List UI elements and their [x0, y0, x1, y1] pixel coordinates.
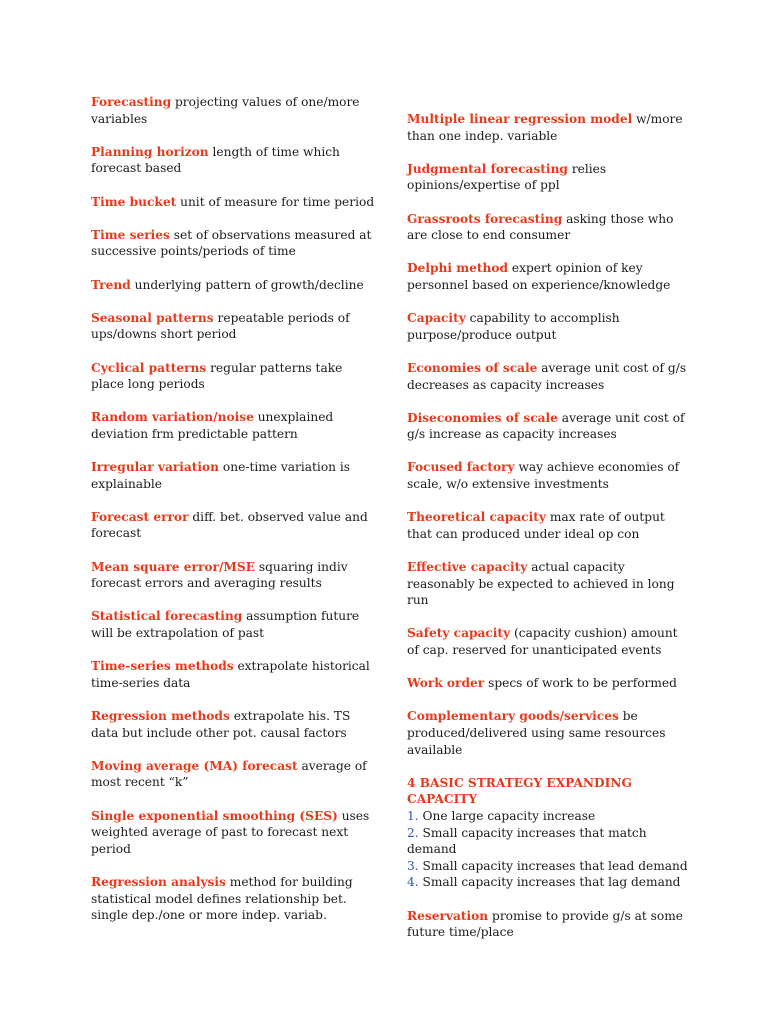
- glossary-term: Mean square error/MSE: [91, 559, 255, 574]
- glossary-definition: average of most recent “k”: [91, 758, 367, 790]
- glossary-entry: [407, 161, 692, 194]
- glossary-definition: way achieve economies of scale, w/o extensive investments: [407, 460, 680, 492]
- glossary-term: Delphi method: [407, 261, 508, 276]
- glossary-entry: [91, 658, 376, 691]
- glossary-entry: [407, 111, 692, 144]
- glossary-entry: [407, 625, 692, 658]
- glossary-definition: diff. bet. observed value and forecast: [91, 509, 368, 541]
- glossary-term: Moving average (MA) forecast: [91, 758, 298, 773]
- strategy-item: [407, 874, 692, 891]
- left-column: [91, 94, 376, 940]
- glossary-entry: [91, 194, 376, 211]
- glossary-term: Diseconomies of scale: [407, 410, 558, 425]
- glossary-term: Time bucket: [91, 194, 177, 209]
- strategy-item-text: One large capacity increase: [422, 808, 596, 823]
- glossary-entry: [91, 808, 376, 858]
- glossary-definition: (capacity cushion) amount of cap. reserved for unanticipated events: [407, 626, 678, 657]
- strategy-item-number: 1.: [407, 808, 419, 823]
- glossary-entry: [91, 144, 376, 177]
- glossary-term: Work order: [407, 676, 485, 691]
- glossary-definition: extrapolate historical time-series data: [91, 659, 370, 690]
- glossary-definition: average unit cost of g/s decreases as capacity increases: [407, 360, 687, 392]
- glossary-definition: length of time which forecast based: [91, 144, 340, 176]
- glossary-definition: set of observations measured at successive points/periods of time: [91, 227, 372, 259]
- glossary-term: Seasonal patterns: [91, 310, 214, 325]
- strategy-item: [407, 825, 692, 858]
- glossary-term: Complementary goods/services: [407, 709, 619, 724]
- glossary-entry: [407, 908, 692, 941]
- glossary-entry: [91, 360, 376, 393]
- glossary-definition: method for building statistical model defines relationship bet. single dep./one or more indep. variab.: [91, 874, 353, 923]
- glossary-entry: [91, 708, 376, 741]
- glossary-term: Irregular variation: [91, 460, 220, 475]
- glossary-definition: unexplained deviation frm predictable pattern: [91, 410, 334, 441]
- glossary-definition: regular patterns take place long periods: [91, 360, 343, 392]
- glossary-definition: specs of work to be performed: [488, 676, 677, 691]
- glossary-term: Regression methods: [91, 708, 230, 723]
- glossary-term: Theoretical capacity: [407, 510, 546, 525]
- glossary-term: Random variation/noise: [91, 410, 254, 425]
- glossary-entry: [407, 310, 692, 343]
- strategy-section: [407, 775, 692, 891]
- glossary-term: Effective capacity: [407, 560, 528, 575]
- glossary-definition: unit of measure for time period: [180, 194, 375, 209]
- glossary-term: Focused factory: [407, 460, 515, 475]
- glossary-entry: [407, 211, 692, 244]
- glossary-term: Capacity: [407, 311, 466, 326]
- glossary-definition: average unit cost of g/s increase as capacity increases: [407, 410, 685, 442]
- glossary-definition: actual capacity reasonably be expected to achieved in long run: [407, 560, 675, 608]
- glossary-term: Forecast error: [91, 509, 189, 524]
- glossary-definition: w/more than one indep. variable: [407, 112, 683, 143]
- glossary-entry: [91, 874, 376, 924]
- glossary-definition: projecting values of one/more variables: [91, 95, 360, 126]
- glossary-term: Statistical forecasting: [91, 609, 243, 624]
- glossary-term: Trend: [91, 277, 131, 292]
- strategy-item-text: Small capacity increases that lead demand: [422, 858, 688, 873]
- strategy-item: [407, 808, 692, 825]
- strategy-title: 4 BASIC STRATEGY EXPANDING CAPACITY: [407, 775, 632, 807]
- glossary-definition: one-time variation is explainable: [91, 460, 351, 491]
- right-column: [407, 111, 692, 957]
- glossary-term: Cyclical patterns: [91, 360, 207, 375]
- glossary-term: Forecasting: [91, 95, 172, 109]
- glossary-entry: [91, 94, 376, 127]
- glossary-term: Grassroots forecasting: [407, 211, 563, 226]
- glossary-entry: [407, 509, 692, 542]
- glossary-term: Multiple linear regression model: [407, 112, 633, 126]
- glossary-entry: [407, 559, 692, 609]
- glossary-term: Reservation: [407, 908, 489, 923]
- glossary-definition: promise to provide g/s at some future time/place: [407, 908, 683, 940]
- glossary-definition: underlying pattern of growth/decline: [134, 277, 364, 292]
- glossary-entry: [407, 410, 692, 443]
- glossary-entry: [91, 409, 376, 442]
- glossary-term: Single exponential smoothing (SES): [91, 808, 338, 823]
- glossary-definition: repeatable periods of ups/downs short period: [91, 310, 350, 342]
- strategy-item-number: 3.: [407, 858, 419, 873]
- glossary-definition: be produced/delivered using same resources available: [407, 709, 666, 757]
- glossary-definition: capability to accomplish purpose/produce output: [407, 311, 620, 342]
- strategy-list: [407, 808, 692, 891]
- glossary-term: Planning horizon: [91, 144, 209, 159]
- glossary-term: Regression analysis: [91, 874, 226, 889]
- glossary-entry: [91, 310, 376, 343]
- glossary-definition: squaring indiv forecast errors and averaging results: [91, 559, 348, 591]
- glossary-entry: [91, 509, 376, 542]
- glossary-definition: asking those who are close to end consumer: [407, 211, 674, 243]
- glossary-entry: [91, 559, 376, 592]
- glossary-entry: [91, 459, 376, 492]
- glossary-entry: [91, 758, 376, 791]
- glossary-entry: [91, 227, 376, 260]
- strategy-item: [407, 858, 692, 875]
- glossary-definition: uses weighted average of past to forecast next period: [91, 808, 370, 856]
- strategy-item-text: Small capacity increases that match demand: [407, 825, 647, 857]
- glossary-entry: [407, 459, 692, 492]
- right-column-entries: [407, 111, 692, 758]
- glossary-term: Time-series methods: [91, 659, 234, 674]
- glossary-definition: extrapolate his. TS data but include other pot. causal factors: [91, 708, 351, 740]
- glossary-entry: [91, 608, 376, 641]
- glossary-entry: [407, 708, 692, 758]
- glossary-entry: [407, 260, 692, 293]
- glossary-term: Judgmental forecasting: [407, 161, 568, 176]
- glossary-definition: expert opinion of key personnel based on experience/knowledge: [407, 261, 671, 292]
- glossary-definition: max rate of output that can produced under ideal op con: [407, 510, 665, 541]
- glossary-definition: assumption future will be extrapolation of past: [91, 609, 360, 640]
- glossary-term: Safety capacity: [407, 626, 511, 641]
- glossary-term: Economies of scale: [407, 360, 538, 375]
- strategy-item-text: Small capacity increases that lag demand: [422, 875, 681, 890]
- glossary-entry: [91, 277, 376, 294]
- strategy-item-number: 4.: [407, 875, 419, 890]
- strategy-item-number: 2.: [407, 825, 419, 840]
- glossary-definition: relies opinions/expertise of ppl: [407, 161, 607, 193]
- glossary-term: Time series: [91, 227, 170, 242]
- glossary-entry: [407, 360, 692, 393]
- glossary-entry: [407, 675, 692, 692]
